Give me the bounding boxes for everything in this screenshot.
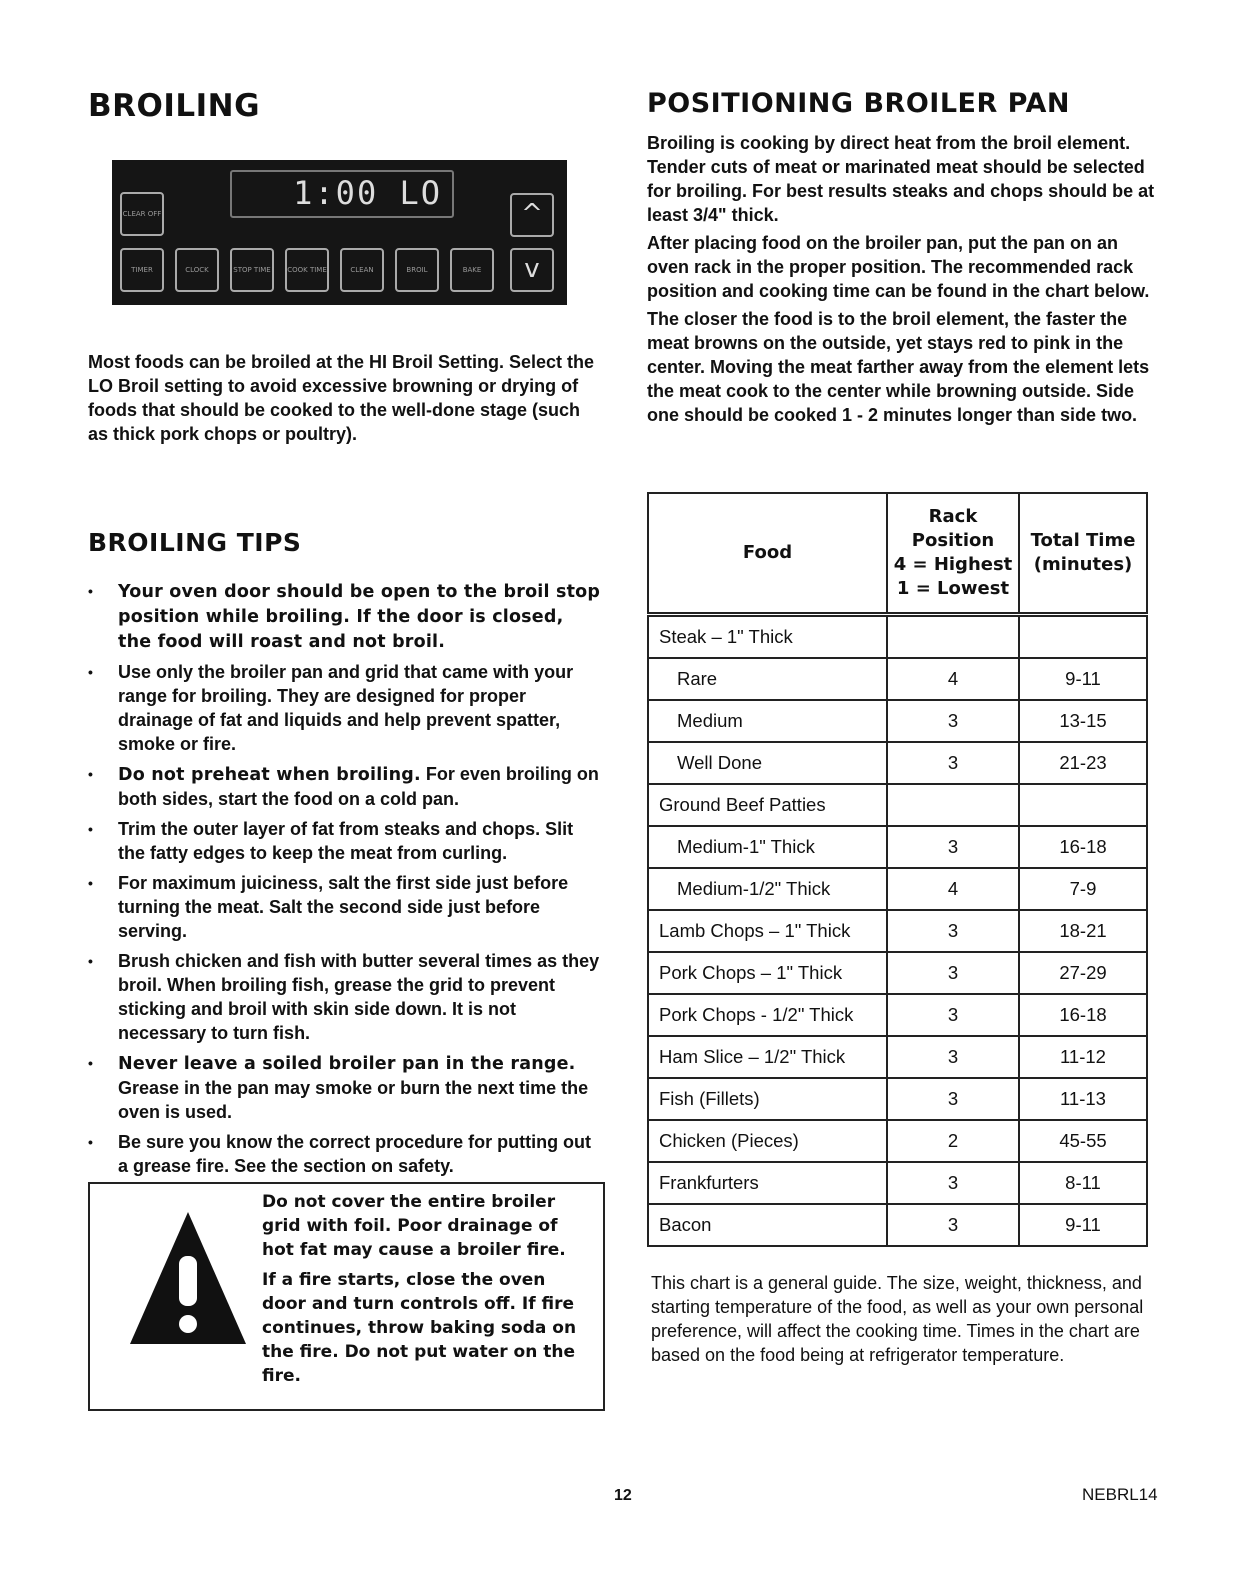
- tip-item: • Trim the outer layer of fat from steaks and chops. Slit the fatty edges to keep the meat from curling.: [88, 817, 603, 865]
- table-row: Pork Chops – 1" Thick 3 27-29: [648, 952, 1147, 994]
- table-row: Ham Slice – 1/2" Thick 3 11-12: [648, 1036, 1147, 1078]
- warning-text: [262, 1190, 582, 1388]
- tip-item: • Brush chicken and fish with butter several times as they broil. When broiling fish, grease the grid to prevent sticking and broil with skin side down. It is not necessary to turn fish.: [88, 949, 603, 1045]
- clear-off-button[interactable]: CLEAR OFF: [120, 192, 164, 236]
- table-row: Medium 3 13-15: [648, 700, 1147, 742]
- table-row: Steak – 1" Thick: [648, 615, 1147, 659]
- warning-paragraph-2: If a fire starts, close the oven door and turn controls off. If fire continues, throw baking soda on the fire. Do not put water on the fire.: [262, 1270, 577, 1386]
- warning-triangle-icon: [128, 1210, 248, 1346]
- stop-time-button[interactable]: STOP TIME: [230, 248, 274, 292]
- table-row: Rare 4 9-11: [648, 658, 1147, 700]
- table-row: Bacon 3 9-11: [648, 1204, 1147, 1246]
- clock-button[interactable]: CLOCK: [175, 248, 219, 292]
- timer-button[interactable]: TIMER: [120, 248, 164, 292]
- cook-time-button[interactable]: COOK TIME: [285, 248, 329, 292]
- fire-warning-box: [88, 1182, 605, 1411]
- page-number: 12: [614, 1487, 632, 1504]
- table-row: Pork Chops - 1/2" Thick 3 16-18: [648, 994, 1147, 1036]
- tip-item: • Your oven door should be open to the broil stop position while broiling. If the door is closed, the food will roast and not broil.: [88, 579, 603, 654]
- table-row: Medium-1" Thick 3 16-18: [648, 826, 1147, 868]
- table-row: Ground Beef Patties: [648, 784, 1147, 826]
- table-row: Chicken (Pieces) 2 45-55: [648, 1120, 1147, 1162]
- paragraph-3: The closer the food is to the broil element, the faster the meat browns on the outside, yet stays red to pink in the center. Moving the meat farther away from the element lets the meat cook to the center while browning outside. Side one should be cooked 1 - 2 minutes longer than side two.: [647, 309, 1150, 425]
- section-title: POSITIONING BROILER PAN: [647, 88, 1070, 119]
- chart-header-row: [648, 493, 1147, 615]
- chart-note: This chart is a general guide. The size, weight, thickness, and starting temperature of the food, as well as your own personal preference, will affect the cooking time. Times in the chart are based on the food being at refrigerator temperature.: [651, 1273, 1144, 1365]
- document-code: NEBRL14: [1082, 1485, 1158, 1504]
- broiling-tips-section: [88, 528, 603, 1184]
- paragraph-1: Broiling is cooking by direct heat from the broil element. Tender cuts of meat or marinated meat should be selected for broiling. For best results steaks and chops should be at least 3/4" thick.: [647, 133, 1155, 225]
- broiling-chart: [647, 492, 1148, 1247]
- tip-item: • Never leave a soiled broiler pan in the range. Grease in the pan may smoke or burn the next time the oven is used.: [88, 1051, 603, 1124]
- clean-button[interactable]: CLEAN: [340, 248, 384, 292]
- tip-item: • Use only the broiler pan and grid that came with your range for broiling. They are designed for proper drainage of fat and liquids and help prevent spatter, smoke or fire.: [88, 660, 603, 756]
- header-food: Food: [648, 493, 887, 615]
- table-row: Fish (Fillets) 3 11-13: [648, 1078, 1147, 1120]
- display-readout: 1:00 LO: [293, 174, 442, 212]
- intro-paragraph: Most foods can be broiled at the HI Broil Setting. Select the LO Broil setting to avoid excessive browning or drying of foods that should be cooked to the well-done stage (such as thick pork chops or poultry).: [88, 352, 595, 444]
- bake-button[interactable]: BAKE: [450, 248, 494, 292]
- down-arrow-button[interactable]: v: [510, 248, 554, 292]
- tips-title: BROILING TIPS: [88, 528, 302, 557]
- header-rack: Rack Position 4 = Highest 1 = Lowest: [887, 493, 1019, 615]
- table-row: Well Done 3 21-23: [648, 742, 1147, 784]
- tip-item: • For maximum juiciness, salt the first side just before turning the meat. Salt the second side just before serving.: [88, 871, 603, 943]
- paragraph-2: After placing food on the broiler pan, put the pan on an oven rack in the proper position. The recommended rack position and cooking time can be found in the chart below.: [647, 233, 1150, 301]
- broil-button[interactable]: BROIL: [395, 248, 439, 292]
- up-arrow-button[interactable]: ^: [510, 193, 554, 237]
- page-title: BROILING: [88, 88, 261, 124]
- panel-display: [230, 170, 454, 218]
- right-column: [647, 88, 1162, 1365]
- warning-paragraph-1: Do not cover the entire broiler grid with foil. Poor drainage of hot fat may cause a broiler fire.: [262, 1192, 566, 1260]
- tips-list: [88, 579, 603, 1178]
- tip-item: • Be sure you know the correct procedure for putting out a grease fire. See the section on safety.: [88, 1130, 603, 1178]
- oven-control-panel: [112, 160, 567, 305]
- left-column: [88, 88, 603, 1386]
- table-row: Frankfurters 3 8-11: [648, 1162, 1147, 1204]
- table-row: Medium-1/2" Thick 4 7-9: [648, 868, 1147, 910]
- table-row: Lamb Chops – 1" Thick 3 18-21: [648, 910, 1147, 952]
- tip-item: • Do not preheat when broiling. For even broiling on both sides, start the food on a cold pan.: [88, 762, 603, 811]
- header-time: Total Time (minutes): [1019, 493, 1147, 615]
